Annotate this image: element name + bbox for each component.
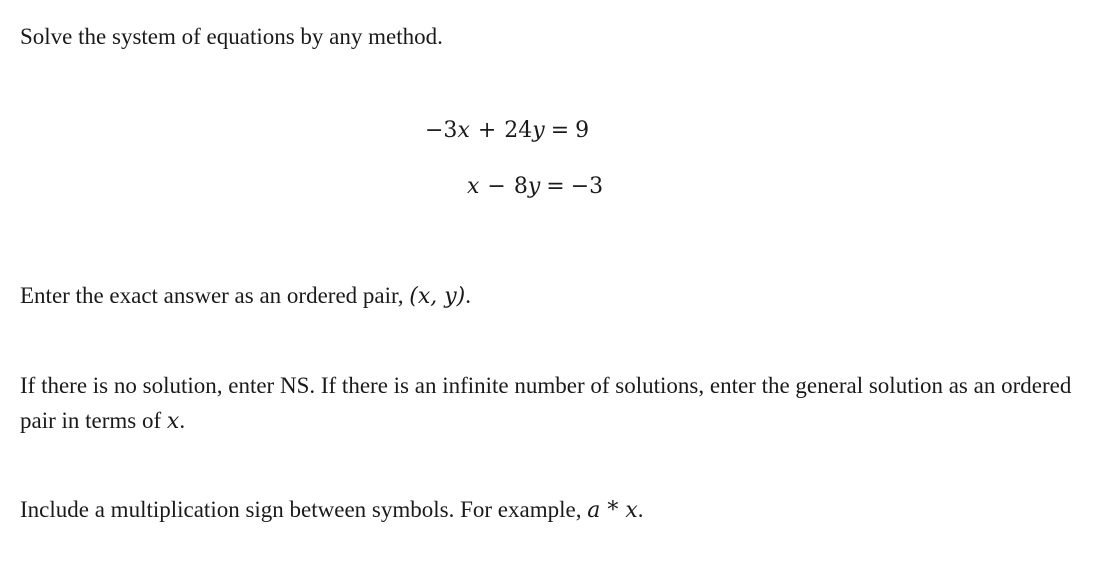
equation-1-variable-x: x — [457, 118, 470, 143]
equation-1-equals: = — [550, 118, 570, 143]
answer-format-end: . — [465, 283, 471, 308]
no-solution-text: If there is no solution, enter NS. If there is an infinite number of solutions, enter the general solution as an ordered pair in terms of — [20, 373, 1072, 433]
equation-1-coefficient-y: 24 — [504, 118, 533, 143]
answer-format-instruction — [20, 279, 471, 314]
equation-2-coefficient-y: 8 — [513, 174, 528, 199]
equation-2-operator: − — [487, 174, 506, 199]
equation-1-operator: + — [477, 118, 497, 143]
equation-2-variable-y: y — [527, 174, 541, 199]
ordered-pair-math: (x, y) — [409, 284, 466, 309]
equation-2 — [467, 172, 603, 202]
multiplication-example-math: a * x — [587, 498, 638, 523]
equation-2-variable-x: x — [467, 174, 480, 199]
equation-1-coefficient-x: −3 — [425, 118, 458, 143]
equation-1-variable-y: y — [532, 118, 545, 143]
problem-instruction: Solve the system of equations by any method. — [20, 24, 443, 49]
answer-format-text: Enter the exact answer as an ordered pair, — [20, 283, 410, 308]
equation-2-rhs: −3 — [570, 174, 604, 199]
variable-x-math: x — [166, 409, 180, 434]
equation-2-equals: = — [546, 174, 565, 199]
multiplication-end: . — [637, 497, 644, 522]
multiplication-text: Include a multiplication sign between symbols. For example, — [20, 497, 588, 522]
equation-1 — [425, 116, 589, 146]
no-solution-instruction — [20, 368, 1080, 439]
equation-1-rhs: 9 — [575, 118, 590, 143]
multiplication-instruction — [20, 493, 643, 528]
no-solution-end: . — [179, 408, 186, 433]
